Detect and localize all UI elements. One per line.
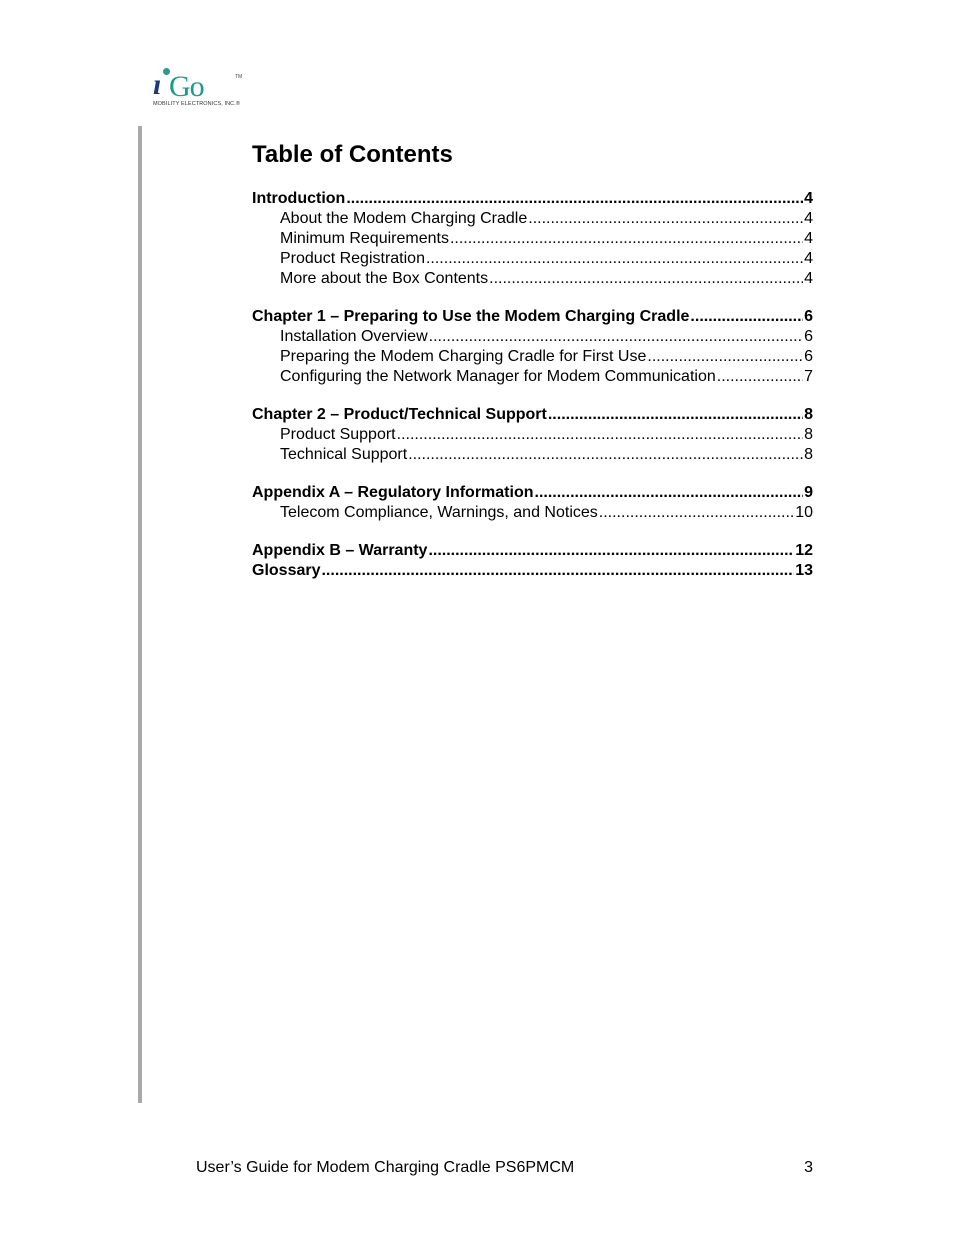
toc-entry-page: 4	[804, 190, 813, 207]
toc-entry-appendix-b[interactable]	[252, 541, 813, 561]
toc-entry-label: Technical Support	[280, 446, 408, 463]
toc-entry-product-registration[interactable]	[252, 249, 813, 269]
table-of-contents	[252, 189, 813, 581]
toc-leader-dots	[428, 541, 794, 561]
toc-entry-page: 8	[804, 406, 813, 423]
toc-entry-label: Preparing the Modem Charging Cradle for First Use	[280, 348, 647, 365]
toc-entry-label: Minimum Requirements	[280, 230, 449, 247]
toc-entry-configuring-network-manager[interactable]	[252, 367, 813, 387]
toc-entry-telecom-compliance[interactable]	[252, 503, 813, 523]
logo-letter-i: ı	[153, 68, 162, 101]
toc-entry-page: 6	[804, 348, 813, 365]
toc-entry-page: 8	[804, 446, 813, 463]
toc-leader-dots	[397, 425, 803, 445]
toc-leader-dots	[717, 367, 803, 387]
page-title: Table of Contents	[252, 141, 453, 168]
toc-entry-chapter-2[interactable]	[252, 405, 813, 425]
toc-leader-dots	[535, 483, 804, 503]
toc-entry-label: Glossary	[252, 562, 321, 579]
toc-leader-dots	[690, 307, 803, 327]
toc-entry-page: 4	[804, 210, 813, 227]
toc-leader-dots	[528, 209, 803, 229]
toc-entry-product-support[interactable]	[252, 425, 813, 445]
toc-entry-label: Configuring the Network Manager for Modem Communication	[280, 368, 716, 385]
toc-entry-page: 10	[795, 504, 813, 521]
toc-entry-label: Telecom Compliance, Warnings, and Notices	[280, 504, 598, 521]
toc-entry-box-contents[interactable]	[252, 269, 813, 289]
toc-entry-minimum-requirements[interactable]	[252, 229, 813, 249]
toc-leader-dots	[599, 503, 794, 523]
toc-leader-dots	[647, 347, 803, 367]
toc-entry-label: Installation Overview	[280, 328, 428, 345]
toc-leader-dots	[408, 445, 803, 465]
toc-entry-introduction[interactable]	[252, 189, 813, 209]
logo-letters-go: Go	[169, 70, 204, 103]
toc-entry-label: Chapter 1 – Preparing to Use the Modem Charging Cradle	[252, 308, 690, 325]
margin-bar	[138, 126, 142, 1103]
toc-entry-label: Product Registration	[280, 250, 425, 267]
toc-entry-appendix-a[interactable]	[252, 483, 813, 503]
footer-document-title: User’s Guide for Modem Charging Cradle PS6PMCM	[196, 1159, 575, 1176]
logo-trademark: TM	[235, 74, 243, 80]
toc-entry-page: 6	[804, 328, 813, 345]
toc-entry-glossary[interactable]	[252, 561, 813, 581]
toc-entry-page: 4	[804, 230, 813, 247]
toc-entry-technical-support[interactable]	[252, 445, 813, 465]
toc-leader-dots	[346, 189, 803, 209]
igo-logo	[153, 66, 253, 112]
toc-entry-label: More about the Box Contents	[280, 270, 489, 287]
toc-leader-dots	[450, 229, 803, 249]
toc-leader-dots	[489, 269, 803, 289]
toc-entry-about-cradle[interactable]	[252, 209, 813, 229]
toc-leader-dots	[548, 405, 803, 425]
toc-entry-label: Product Support	[280, 426, 396, 443]
toc-entry-preparing-cradle[interactable]	[252, 347, 813, 367]
toc-leader-dots	[429, 327, 803, 347]
toc-entry-page: 9	[804, 484, 813, 501]
toc-entry-label: Chapter 2 – Product/Technical Support	[252, 406, 547, 423]
logo-subtitle: MOBILITY ELECTRONICS, INC.®	[153, 101, 241, 107]
toc-entry-page: 6	[804, 308, 813, 325]
toc-entry-page: 7	[804, 368, 813, 385]
toc-leader-dots	[321, 561, 794, 581]
toc-entry-page: 4	[804, 270, 813, 287]
toc-entry-page: 8	[804, 426, 813, 443]
toc-entry-label: Appendix B – Warranty	[252, 542, 428, 559]
toc-entry-chapter-1[interactable]	[252, 307, 813, 327]
toc-entry-page: 13	[795, 562, 813, 579]
toc-entry-page: 4	[804, 250, 813, 267]
toc-leader-dots	[426, 249, 803, 269]
toc-entry-label: Appendix A – Regulatory Information	[252, 484, 534, 501]
toc-entry-label: Introduction	[252, 190, 346, 207]
toc-entry-label: About the Modem Charging Cradle	[280, 210, 528, 227]
toc-entry-page: 12	[795, 542, 813, 559]
toc-entry-installation-overview[interactable]	[252, 327, 813, 347]
footer-page-number: 3	[804, 1159, 813, 1176]
